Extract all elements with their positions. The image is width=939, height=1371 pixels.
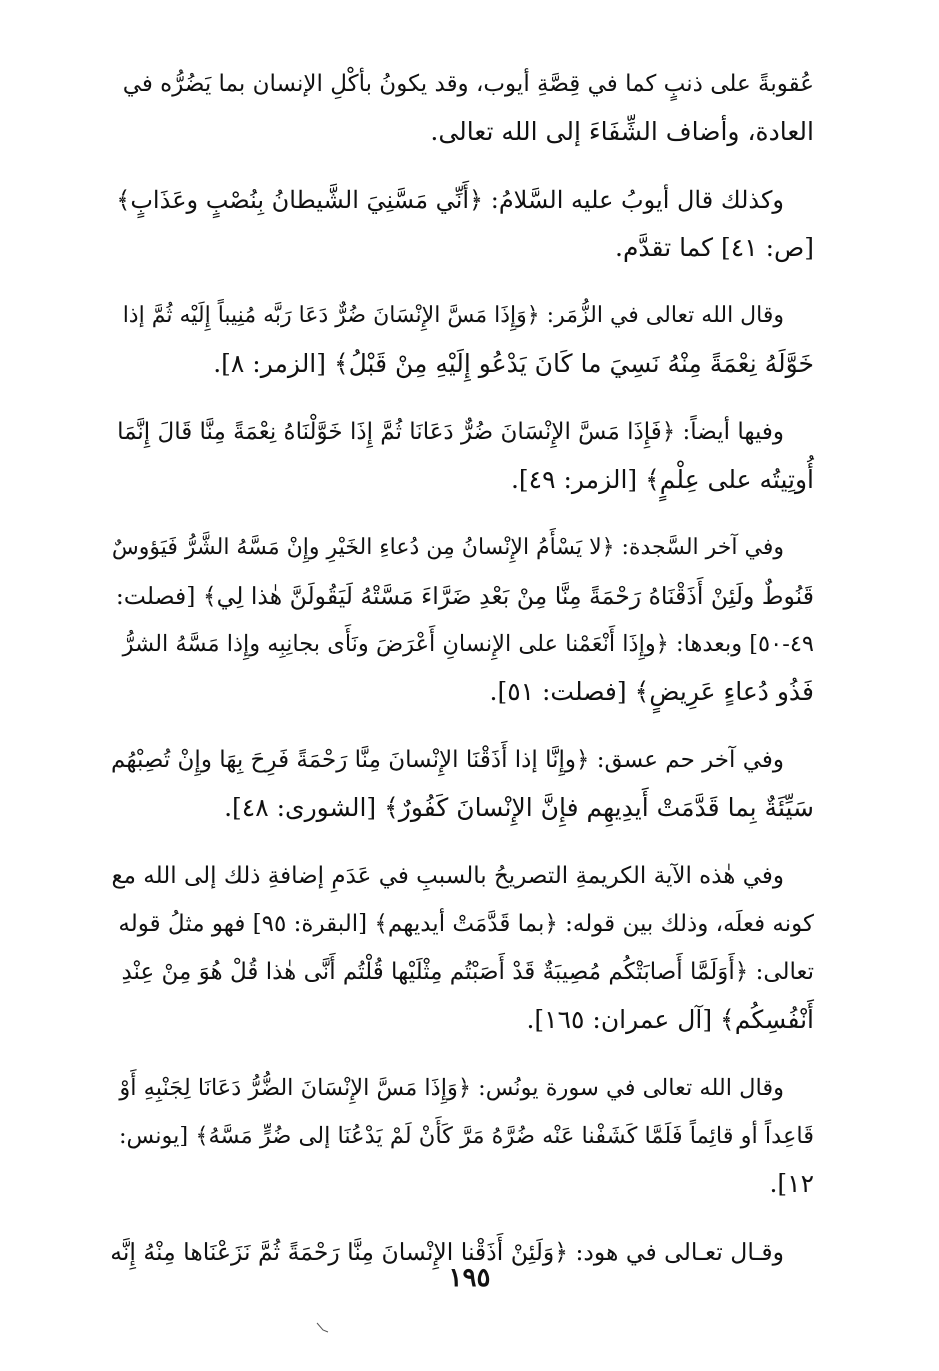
paragraph-3	[109, 292, 814, 388]
text-line: وفي هٰذه الآية الكريمةِ التصريحُ بالسببِ في عَدَمِ إضافةِ ذلك إلى الله مع	[111, 863, 784, 889]
scan-speck	[316, 1322, 330, 1336]
paragraph-4	[109, 408, 814, 504]
text-line: قَاعِداً أو قائِماً فَلَمَّا كَشَفْنا عَنْه ضُرَّهُ مَرَّ كَأَنْ لَمْ يَدْعُنَا إلى ضُرٍّ مَسَّهُ﴾ [يونس:	[118, 1123, 814, 1149]
text-line: وفي آخر حم عسق: ﴿وإِنَّا إذا أَذَقْنَا الإِنْسانَ مِنَّا رَحْمَةً فَرِحَ بِهَا وإِنْ تُصِبْهُم	[111, 747, 784, 773]
page-number: ١٩٥	[448, 1263, 491, 1293]
text-line: عُقوبةً على ذنبٍ كما في قِصَّةِ أيوب، وقد يكونُ بأكْلِ الإنسان بما يَضُرُّه في	[122, 71, 814, 97]
text-line: وفيها أيضاً: ﴿فَإِذَا مَسَّ الإِنْسَانَ ضُرٌّ دَعَانَا ثُمَّ إِذَا خَوَّلْنَاهُ نِعْمَةً مِنَّا قَالَ إِنَّمَا	[117, 419, 784, 445]
text-line: وكذلك قال أيوبُ عليه السَّلامُ: ﴿أَنِّي مَسَّنِيَ الشَّيطانُ بِنُصْبٍ وعَذَابٍ﴾	[116, 186, 784, 214]
text-line: أُوتِيتُه على عِلْمٍ﴾ [الزمر: ٤٩].	[510, 465, 814, 494]
text-line: خَوَّلَهُ نِعْمَةً مِنْهُ نَسِيَ ما كَانَ يَدْعُو إِلَيْهِ مِنْ قَبْلُ﴾ [الزمر: ٨].	[213, 349, 814, 378]
text-line: ١٢].	[769, 1169, 814, 1198]
page-body	[109, 60, 814, 1296]
text-line: ٤٩-٥٠] وبعدها: ﴿وإِذَا أَنْعَمْنا على الإِنسانِ أَعْرَضَ ونَأَى بجانِبِه وإِذا مَسَّهُ الشرُّ	[122, 631, 814, 657]
text-line: أَنْفُسِكُم﴾ [آل عمران: ١٦٥].	[526, 1005, 814, 1034]
text-line: كونه فعلَه، وذلك بين قوله: ﴿بما قَدَّمَتْ أيديهم﴾ [البقرة: ٩٥] فهو مثلُ قوله	[118, 911, 814, 937]
text-line: وقال الله تعالى في سورة يونُس: ﴿وَإِذَا مَسَّ الإِنْسَانَ الضُّرُّ دَعَانَا لِجَنْبِهِ أَوْ	[119, 1075, 784, 1101]
paragraph-5	[109, 524, 814, 716]
text-line: [ص: ٤١] كما تقدَّم.	[615, 233, 814, 262]
text-line: تعالى: ﴿أَوَلَمَّا أَصابَتْكُم مُصِيبَةٌ قَدْ أَصَبْتُم مِثْلَيْها قُلْتُم أَنَّى هٰذا قُلْ هُوَ مِنْ عِنْدِ	[121, 959, 814, 985]
text-line: وقال الله تعالى في الزُّمَر: ﴿وَإِذَا مَسَّ الإِنْسَانَ ضُرٌّ دَعَا رَبَّه مُنِيباً إِلَيْه ثُمَّ إذا	[122, 303, 784, 328]
text-line: وفي آخر السَّجدة: ﴿لا يَسْأَمُ الإِنْسانُ مِن دُعاءِ الخَيْرِ وإِنْ مَسَّهُ الشَّرُّ فَيَؤوسٌ	[111, 535, 784, 560]
text-line: العادة، وأضاف الشِّفَاءَ إلى الله تعالى.	[430, 117, 814, 146]
paragraph-6	[109, 736, 814, 832]
paragraph-1	[109, 60, 814, 156]
paragraph-7	[109, 852, 814, 1044]
text-line: قَنُوطٌ ولَئِنْ أَذَقْنَاهُ رَحْمَةً مِنَّا مِنْ بَعْدِ ضَرَّاءَ مَسَّتْهُ لَيَقُولَنَّ هٰذا لِي﴾ [فصلت:	[115, 582, 814, 610]
text-line: فَذُو دُعاءٍ عَرِيضٍ﴾ [فصلت: ٥١].	[489, 677, 814, 706]
paragraph-2	[109, 176, 814, 272]
text-line: وقـال تعـالى في هود: ﴿وَلَئِنْ أَذَقْنا الإِنْسانَ مِنَّا رَحْمَةً ثُمَّ نَزَعْنَاها مِنْهُ إِنَّه	[110, 1238, 784, 1266]
text-line: سَيِّئَةٌ بِما قَدَّمَتْ أَيدِيهِم فإِنَّ الإِنْسانَ كَفُورٌ﴾ [الشورى: ٤٨].	[224, 793, 814, 822]
paragraph-8	[109, 1064, 814, 1208]
